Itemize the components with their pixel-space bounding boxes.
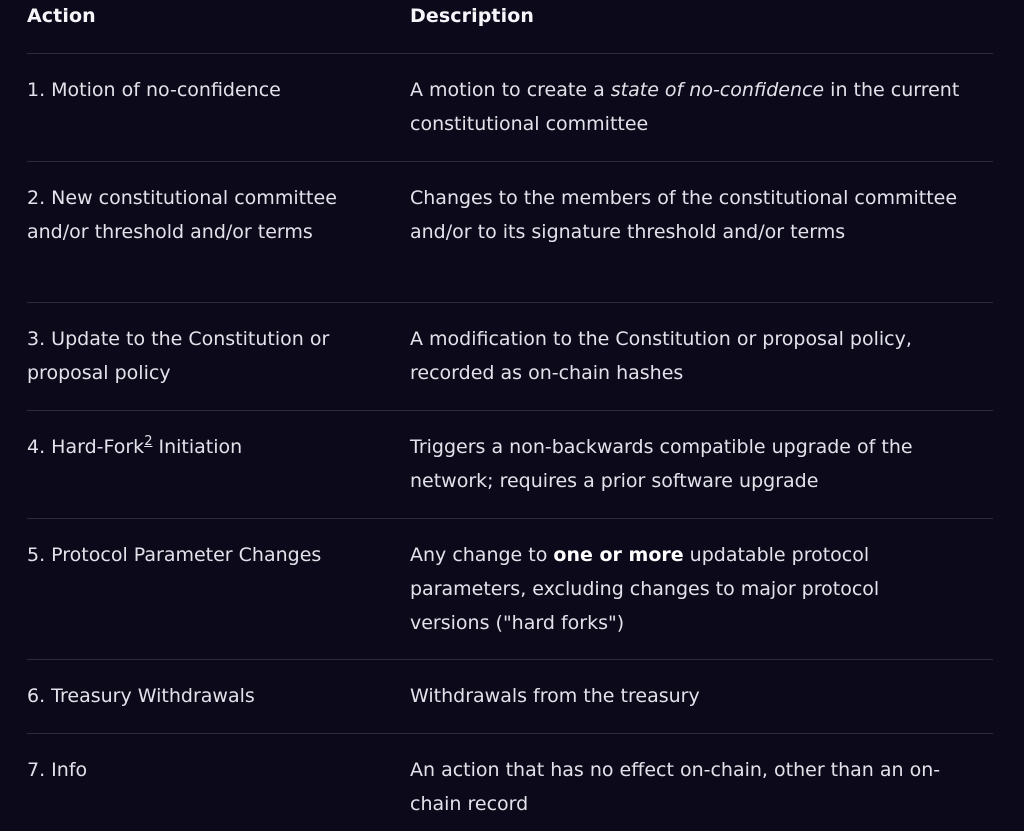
description-cell: Changes to the members of the constitutional committee and/or to its signature threshold and/or terms	[410, 187, 958, 243]
description-cell: An action that has no effect on-chain, other than an on-chain record	[410, 759, 941, 815]
description-emphasis: one or more	[553, 544, 684, 566]
description-text: updatable protocol parameters, excluding changes to major protocol versions ("hard forks")	[410, 544, 880, 634]
row-divider	[27, 161, 993, 162]
description-cell	[410, 538, 950, 640]
description-cell	[410, 73, 980, 141]
description-cell: Triggers a non-backwards compatible upgrade of the network; requires a prior software upgrade	[410, 436, 913, 492]
column-header-description: Description	[410, 5, 534, 27]
description-text: in the current constitutional committee	[410, 79, 960, 135]
action-cell: 1. Motion of no-confidence	[27, 79, 281, 101]
action-text: 4. Hard-Fork	[27, 436, 145, 458]
row-divider	[27, 518, 993, 519]
column-header-action: Action	[27, 5, 96, 27]
action-cell: 5. Protocol Parameter Changes	[27, 544, 322, 566]
action-text: Initiation	[152, 436, 243, 458]
table-header	[0, 0, 1024, 54]
row-divider	[27, 410, 993, 411]
row-divider	[27, 733, 993, 734]
action-cell: 6. Treasury Withdrawals	[27, 685, 255, 707]
row-divider	[27, 659, 993, 660]
description-text: Any change to	[410, 544, 554, 566]
action-cell	[27, 430, 387, 464]
action-cell: 2. New constitutional committee and/or threshold and/or terms	[27, 187, 337, 243]
description-text: A motion to create a	[410, 79, 611, 101]
row-divider	[27, 53, 993, 54]
action-cell: 7. Info	[27, 759, 88, 781]
description-emphasis: state of no-confidence	[610, 79, 825, 101]
description-cell: Withdrawals from the treasury	[410, 685, 700, 707]
description-cell: A modification to the Constitution or proposal policy, recorded as on-chain hashes	[410, 328, 912, 384]
footnote-link[interactable]: 2	[144, 433, 153, 449]
row-divider	[27, 302, 993, 303]
action-cell: 3. Update to the Constitution or proposal policy	[27, 328, 330, 384]
